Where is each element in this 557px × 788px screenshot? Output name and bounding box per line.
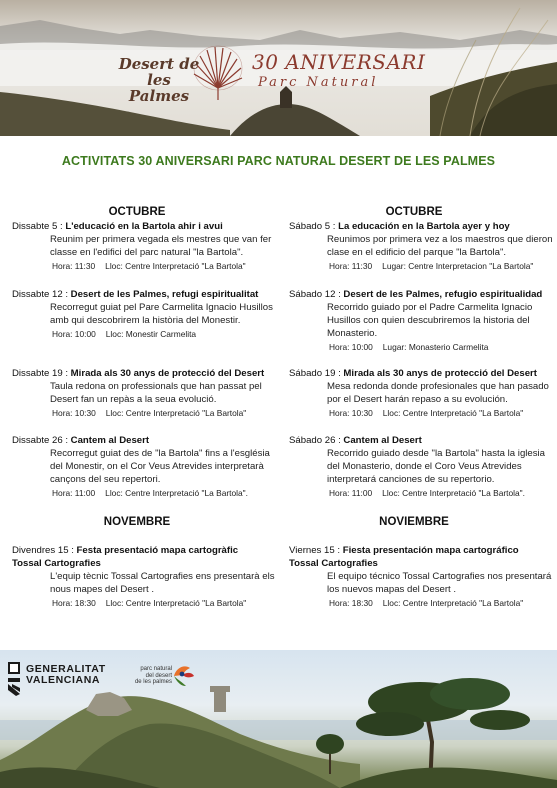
gv-line-2: VALENCIANA xyxy=(26,674,101,686)
pn-line-3: de les palmes xyxy=(134,679,172,686)
event-time: Hora: 10:30 xyxy=(329,408,373,418)
page-title: ACTIVITATS 30 ANIVERSARI PARC NATURAL DESERT DE LES PALMES xyxy=(61,154,496,168)
event-name: Cantem al Desert xyxy=(343,435,422,446)
event-place: Lugar: Centre Interpretacion "La Bartola" xyxy=(382,261,534,271)
event-date: Dissabte 19 : xyxy=(12,368,71,379)
event-description: Recorrido guiado desde "la Bartola" hasta la iglesia del Monasterio, donde el Coro Veus Atrevides interpretará canciones de su repertorio. xyxy=(327,448,546,485)
event-description: Recorregut guiat des de "la Bartola" fins a l'església del Monestir, on el Cor Veus Atrevides interpretarà cançons del seu repertori. xyxy=(50,448,270,485)
header-banner xyxy=(0,0,557,136)
event-meta xyxy=(12,328,282,341)
event-description: Recorregut guiat pel Pare Carmelita Ignacio Husillos amb qui descobrirem la història del Monestir. xyxy=(50,302,273,326)
event-date: Dissabte 12 : xyxy=(12,289,71,300)
event-time: Hora: 11:00 xyxy=(52,488,96,498)
event-place: Lloc: Centre Interpretació "La Bartola" xyxy=(105,408,247,418)
event-meta xyxy=(12,407,282,420)
event-meta xyxy=(12,597,282,610)
event-header xyxy=(289,434,557,447)
event-time: Hora: 11:00 xyxy=(329,488,373,498)
castle-tower xyxy=(214,690,226,712)
event-description: El equipo técnico Tossal Cartografies nos presentará los nuevos mapas del Desert . xyxy=(327,571,552,595)
month-heading-november: NOVIEMBRE xyxy=(379,516,449,528)
event-name: Desert de les Palmes, refugi espiritualitat xyxy=(70,289,259,300)
pn-line-2: del desert xyxy=(145,672,172,679)
event-header xyxy=(289,367,557,380)
footer-landscape xyxy=(0,650,557,788)
generalitat-valenciana-logo-text xyxy=(26,664,106,686)
event-name-line-2: Tossal Cartografies xyxy=(12,558,101,569)
event-item xyxy=(289,220,557,273)
event-name: Cantem al Desert xyxy=(70,435,150,446)
event-header xyxy=(289,288,557,301)
event-time: Hora: 10:30 xyxy=(52,408,96,418)
event-meta xyxy=(289,487,557,500)
bird-logo-icon xyxy=(170,662,196,688)
event-date: Dissabte 26 : xyxy=(12,435,71,446)
event-item xyxy=(12,367,282,420)
event-place: Lloc: Centre Interpretació "La Bartola" xyxy=(105,598,247,608)
event-place: Lloc: Centre Interpretació "La Bartola". xyxy=(105,488,248,498)
event-description: Taula redona on professionals que han passat pel Desert fan un repàs a la seua evolució. xyxy=(50,381,262,405)
event-description: Reunim per primera vegada els mestres que van fer classe en l'edifici del parc natural "la Bartola". xyxy=(50,234,272,258)
event-item xyxy=(12,288,282,341)
event-meta xyxy=(12,260,282,273)
event-time: Hora: 10:00 xyxy=(329,342,373,352)
event-header xyxy=(12,434,282,447)
event-date: Viernes 15 : xyxy=(289,545,343,556)
month-heading-october: OCTUBRE xyxy=(108,206,166,218)
event-date: Divendres 15 : xyxy=(12,545,77,556)
event-time: Hora: 11:30 xyxy=(52,261,96,271)
event-header xyxy=(289,544,557,557)
event-item xyxy=(289,367,557,420)
event-item xyxy=(289,288,557,354)
event-description: Reunimos por primera vez a los maestros que dieron clase en el edificio del parque "la Bartola". xyxy=(327,234,553,258)
event-place: Lloc: Centre Interpretació "La Bartola" xyxy=(382,598,524,608)
event-time: Hora: 10:00 xyxy=(52,329,96,339)
event-description: L'equip tècnic Tossal Cartografies ens presentarà els nous mapes del Desert . xyxy=(50,571,275,595)
event-header xyxy=(12,288,282,301)
event-name: Desert de les Palmes, refugio espiritualidad xyxy=(343,289,543,300)
event-place: Lloc: Monestir Carmelita xyxy=(105,329,197,339)
event-meta xyxy=(289,407,557,420)
month-heading-november: NOVEMBRE xyxy=(103,516,171,528)
parc-natural-logo-text xyxy=(120,666,172,686)
event-date: Dissabte 5 : xyxy=(12,221,66,232)
event-item xyxy=(12,220,282,273)
pn-line-1: parc natural xyxy=(140,666,172,672)
event-name: Festa presentació mapa cartogràfic xyxy=(76,545,239,556)
event-place: Lugar: Monasterio Carmelita xyxy=(382,342,489,352)
event-meta xyxy=(289,260,557,273)
event-time: Hora: 18:30 xyxy=(329,598,373,608)
event-name: Mirada als 30 anys de protecció del Desert xyxy=(70,368,265,379)
event-place: Lloc: Centre Interpretació "La Bartola" xyxy=(382,408,524,418)
event-header xyxy=(12,367,282,380)
gv-line-1: GENERALITAT xyxy=(26,663,106,675)
event-meta xyxy=(12,487,282,500)
event-date: Sábado 5 : xyxy=(289,221,339,232)
event-meta xyxy=(289,597,557,610)
event-item xyxy=(289,434,557,500)
event-name: La educación en la Bartola ayer y hoy xyxy=(338,221,510,232)
anniversary-title: 30 ANIVERSARI xyxy=(252,50,426,74)
event-name: Fiesta presentación mapa cartográfico xyxy=(342,545,519,556)
event-header xyxy=(289,220,557,233)
generalitat-valenciana-logo-icon xyxy=(6,660,22,698)
event-item xyxy=(12,434,282,500)
event-date: Sábado 12 : xyxy=(289,289,344,300)
event-date: Sábado 19 : xyxy=(289,368,344,379)
event-description: Recorrido guiado por el Padre Carmelita Ignacio Husillos con quien descubriremos la historia del Monasterio. xyxy=(327,302,533,339)
brand-line-1: Desert de xyxy=(118,55,200,73)
brand-desert-de-les-palmes xyxy=(116,56,202,104)
event-name-line-2: Tossal Cartografies xyxy=(289,558,378,569)
event-name: Mirada als 30 anys de protecció del Desert xyxy=(343,368,537,379)
anniversary-subtitle: Parc Natural xyxy=(258,75,379,90)
event-item xyxy=(12,544,282,610)
event-time: Hora: 11:30 xyxy=(329,261,373,271)
event-item xyxy=(289,544,557,610)
brand-line-2: les Palmes xyxy=(128,71,190,105)
event-place: Lloc: Centre Interpretació "La Bartola". xyxy=(382,488,525,498)
event-header xyxy=(12,220,282,233)
event-time: Hora: 18:30 xyxy=(52,598,96,608)
month-heading-october: OCTUBRE xyxy=(385,206,443,218)
event-date: Sábado 26 : xyxy=(289,435,344,446)
event-name: L'educació en la Bartola ahir i avui xyxy=(65,221,223,232)
event-description: Mesa redonda donde profesionales que han pasado por el Desert harán repaso a su evolución. xyxy=(327,381,549,405)
event-header xyxy=(12,544,282,557)
event-meta xyxy=(289,341,557,354)
event-place: Lloc: Centre Interpretació "La Bartola" xyxy=(105,261,246,271)
